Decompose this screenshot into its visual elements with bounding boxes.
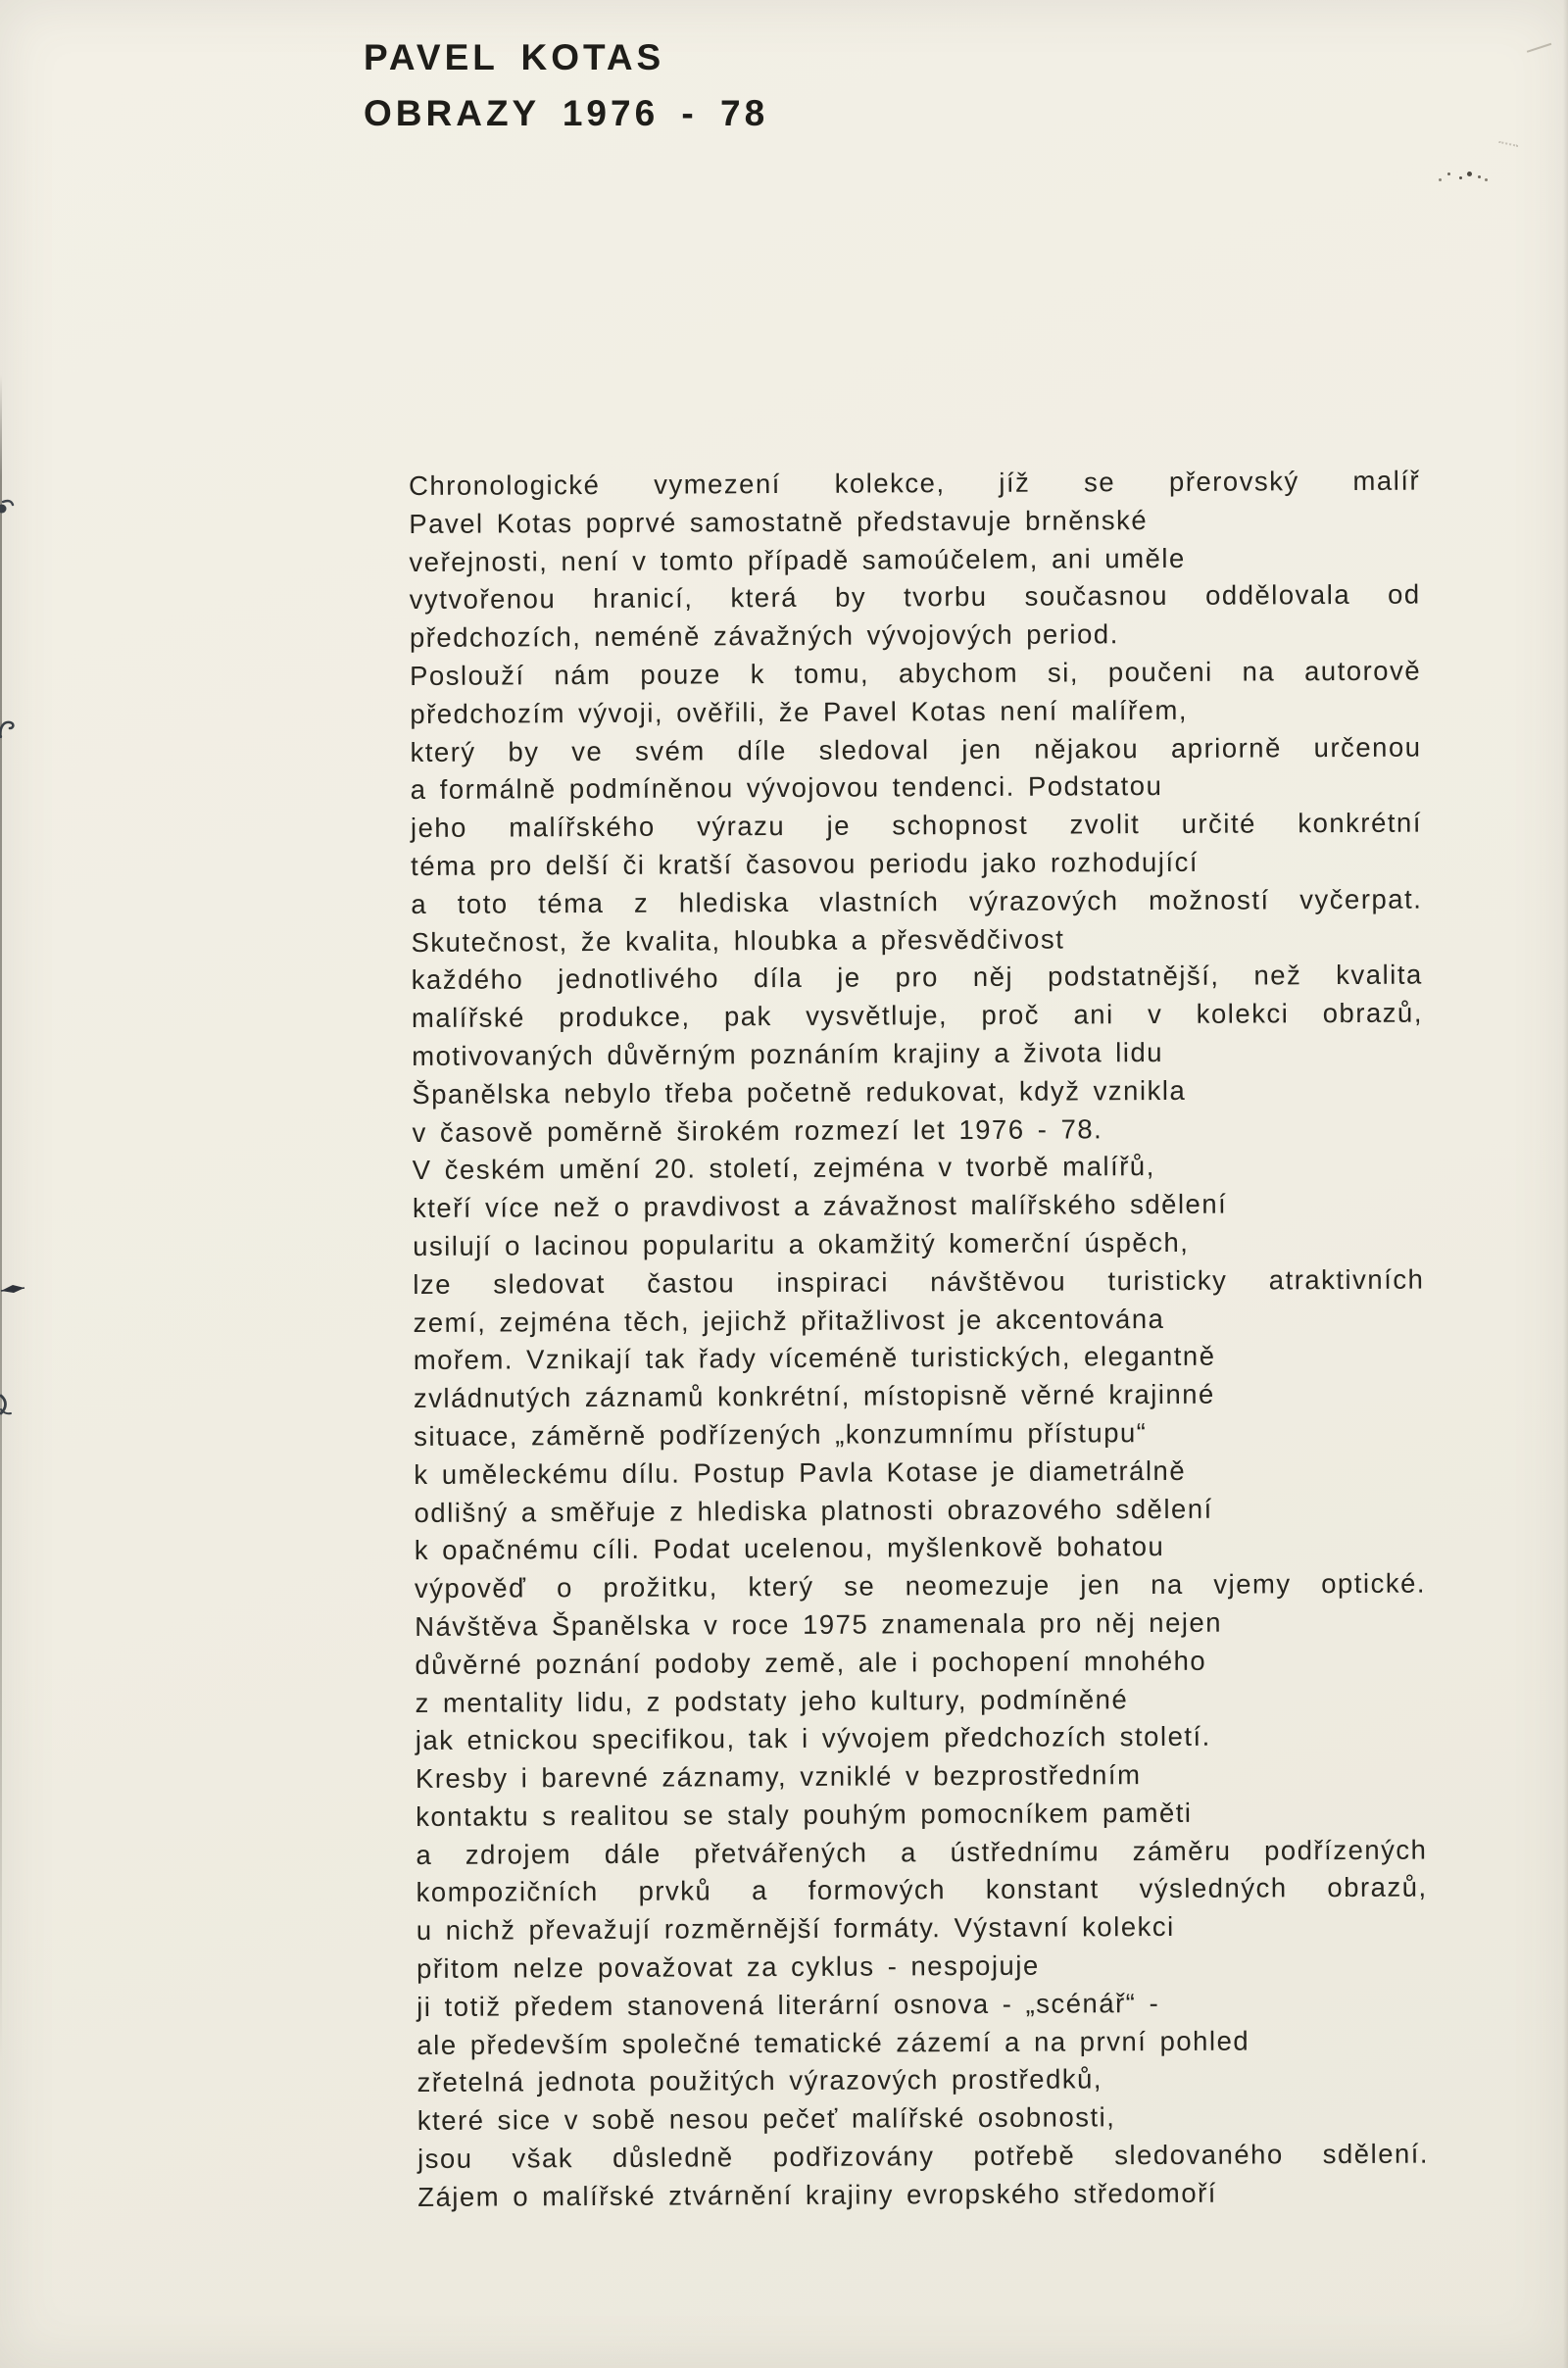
text-line: kteří více než o pravdivost a závažnost malířského sdělení <box>412 1188 1228 1224</box>
text-line: a zdrojem dále přetvářených a ústřednímu záměru podřízených <box>416 1834 1428 1870</box>
text-line: Skutečnost, že kvalita, hloubka a přesvědčivost <box>411 923 1065 958</box>
text-line: lze sledovat častou inspiraci návštěvou turisticky atraktivních <box>413 1263 1425 1300</box>
text-line: zřetelná jednota použitých výrazových prostředků, <box>416 2063 1103 2098</box>
text-line: ale především společné tematické zázemí a na první pohled <box>416 2025 1250 2060</box>
text-line: výpověď o prožitku, který se neomezuje jen na vjemy optické. <box>414 1567 1427 1604</box>
title-works-years: OBRAZY 1976 - 78 <box>364 93 769 133</box>
text-line: usilují o lacinou popularitu a okamžitý komerční úspěch, <box>413 1226 1190 1261</box>
scan-mark <box>0 1394 16 1417</box>
text-line: mořem. Vznikají tak řady víceméně turistických, elegantně <box>413 1341 1216 1376</box>
text-line: Poslouží nám pouze k tomu, abychom si, poučeni na autorově <box>410 655 1422 691</box>
scan-smudge <box>1498 133 1520 147</box>
text-line: kontaktu s realitou se staly pouhým pomocníkem paměti <box>416 1797 1193 1832</box>
body-text <box>409 463 1429 2217</box>
scan-specks <box>1447 173 1450 175</box>
text-line: téma pro delší či kratší časovou periodu jako rozhodující <box>411 846 1200 881</box>
text-line: jak etnickou specifikou, tak i vývojem předchozích století. <box>415 1721 1211 1756</box>
scan-edge-line <box>0 375 2 2061</box>
text-line: jsou však důsledně podřizovány potřebě sledovaného sdělení. <box>416 2138 1430 2175</box>
text-line: k opačnému cíli. Podat ucelenou, myšlenkově bohatou <box>414 1531 1165 1566</box>
text-line: situace, záměrně podřízených „konzumnímu přístupu“ <box>414 1416 1148 1452</box>
scan-mark <box>0 496 17 519</box>
text-line: Kresby i barevné záznamy, vzniklé v bezprostředním <box>415 1759 1142 1795</box>
text-line: u nichž převažují rozměrnější formáty. Výstavní kolekci <box>416 1911 1175 1947</box>
text-line: ji totiž předem stanovená literární osnova - „scénář“ - <box>416 1987 1160 2022</box>
text-line: odlišný a směřuje z hlediska platnosti obrazového sdělení <box>414 1493 1213 1528</box>
text-line: zemí, zejména těch, jejichž přitažlivost je akcentována <box>413 1303 1165 1338</box>
text-line: Návštěva Španělska v roce 1975 znamenala pro něj nejen <box>415 1606 1223 1642</box>
text-line: motivovaných důvěrným poznáním krajiny a života lidu <box>412 1036 1164 1071</box>
text-line: vytvořenou hranicí, která by tvorbu současnou oddělovala od <box>409 578 1421 616</box>
text-line: z mentality lidu, z podstaty jeho kultury, podmíněné <box>415 1683 1129 1718</box>
title-artist-name: PAVEL KOTAS <box>364 37 665 77</box>
text-line: jeho malířského výrazu je schopnost zvolit určité konkrétní <box>410 807 1422 844</box>
text-line: každého jednotlivého díla je pro něj podstatnější, než kvalita <box>411 959 1423 996</box>
text-line: V českém umění 20. století, zejména v tvorbě malířů, <box>412 1151 1155 1186</box>
text-line: zvládnutých záznamů konkrétní, místopisně věrné krajinné <box>413 1378 1215 1414</box>
text-line: Španělska nebylo třeba početně redukovat, když vznikla <box>412 1074 1187 1110</box>
text-line: a toto téma z hlediska vlastních výrazových možností vyčerpat. <box>411 883 1423 919</box>
text-line: v časově poměrně širokém rozmezí let 1976 - 78. <box>412 1112 1103 1148</box>
scan-mark <box>0 1282 27 1298</box>
document-title <box>364 29 768 141</box>
text-line: Pavel Kotas poprvé samostatně představuje brněnské <box>409 504 1149 539</box>
text-line: kompozičních prvků a formových konstant výsledných obrazů, <box>416 1872 1428 1908</box>
text-line: přitom nelze považovat za cyklus - nespojuje <box>416 1949 1040 1985</box>
text-line: veřejnosti, není v tomto případě samoúčelem, ani uměle <box>409 542 1186 577</box>
text-line: předchozím vývoji, ověřili, že Pavel Kotas není malířem, <box>410 694 1189 729</box>
text-line: který by ve svém díle sledoval jen nějakou apriorně určenou <box>410 731 1422 767</box>
text-line: které sice v sobě nesou pečeť malířské osobnosti, <box>416 2101 1116 2137</box>
scan-edge-shadow <box>1563 0 1568 2368</box>
text-line: Zájem o malířské ztvárnění krajiny evropského středomoří <box>417 2177 1217 2212</box>
scan-mark <box>0 717 18 739</box>
scan-smudge <box>1524 33 1551 52</box>
text-line: Chronologické vymezení kolekce, jíž se přerovský malíř <box>409 465 1421 501</box>
text-line: a formálně podmíněnou vývojovou tendenci. Podstatou <box>410 770 1163 806</box>
text-line: předchozích, neméně závažných vývojových period. <box>409 618 1119 654</box>
text-line: důvěrné poznání podoby země, ale i pochopení mnohého <box>415 1645 1207 1680</box>
text-line: k uměleckému dílu. Postup Pavla Kotase je diametrálně <box>414 1455 1187 1490</box>
text-line: malířské produkce, pak vysvětluje, proč ani v kolekci obrazů, <box>411 997 1424 1034</box>
